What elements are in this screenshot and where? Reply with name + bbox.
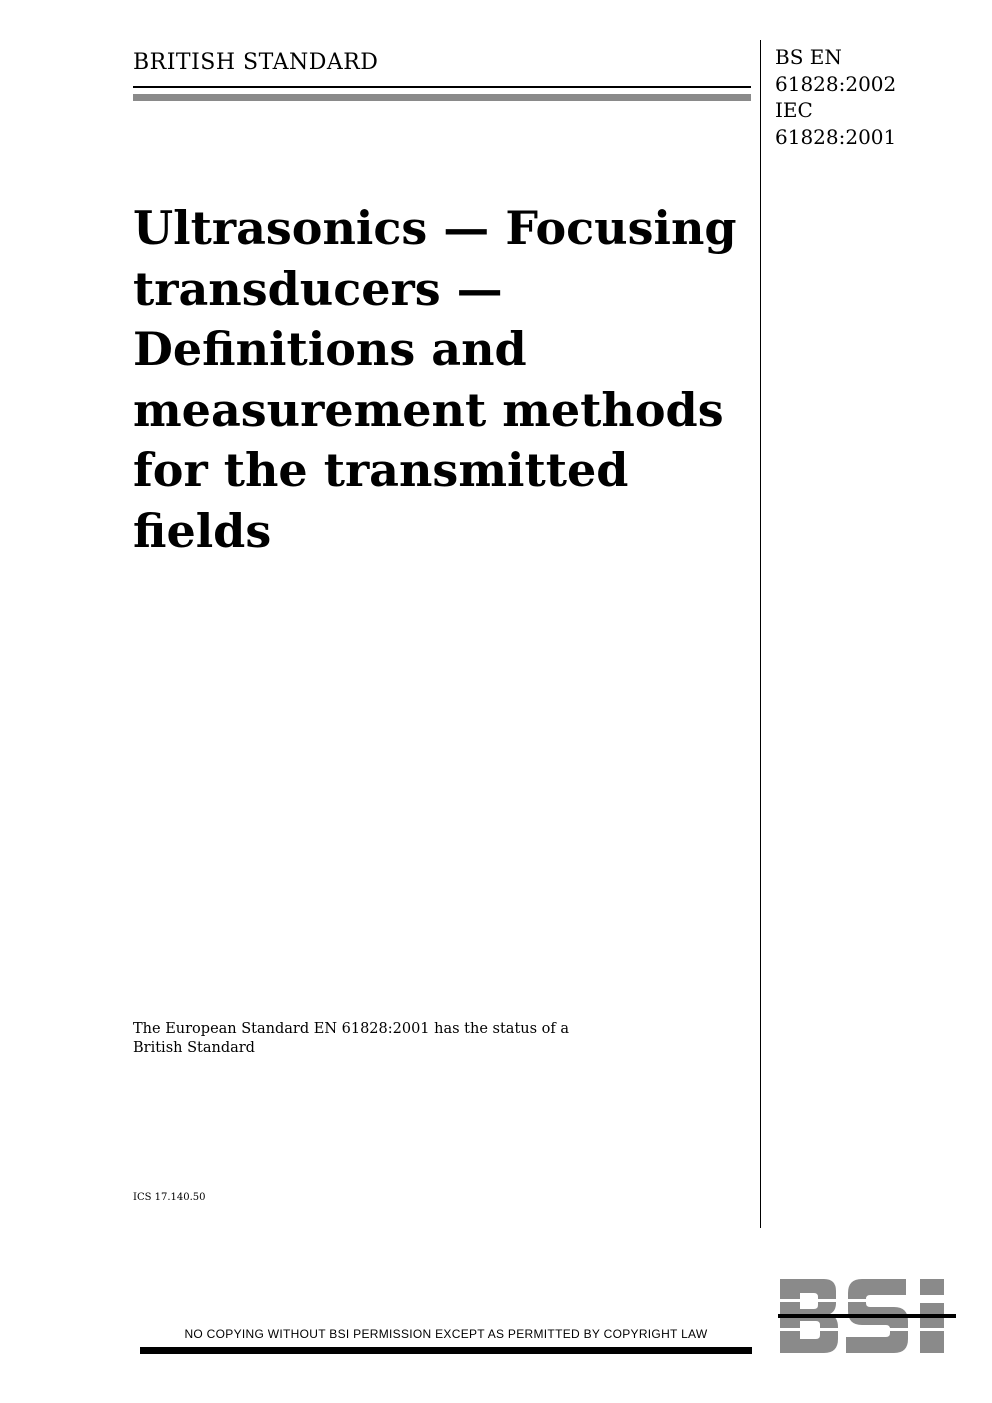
vertical-divider <box>760 40 761 1228</box>
title-line: Ultrasonics — Focusing <box>133 201 737 255</box>
title-line: transducers — <box>133 261 503 316</box>
title-line: for the transmitted <box>133 443 629 497</box>
series-label: BRITISH STANDARD <box>133 50 379 75</box>
doc-number-line: IEC <box>775 98 813 122</box>
footer-rule <box>140 1347 752 1354</box>
status-note <box>133 1020 569 1058</box>
header-rule-thick <box>133 94 751 101</box>
document-title <box>133 198 753 561</box>
doc-number-line: 61828:2001 <box>775 124 897 149</box>
status-note-line: British Standard <box>133 1040 255 1056</box>
title-line: fields <box>133 503 272 558</box>
document-numbers <box>775 44 896 150</box>
bsi-logo-icon <box>778 1275 956 1357</box>
status-note-line: The European Standard EN 61828:2001 has the status of a <box>133 1021 570 1037</box>
title-line: measurement methods <box>133 382 724 437</box>
ics-code: ICS 17.140.50 <box>133 1192 206 1203</box>
title-line: Definitions and <box>133 322 527 376</box>
copyright-notice: NO COPYING WITHOUT BSI PERMISSION EXCEPT AS PERMITTED BY COPYRIGHT LAW <box>184 1327 708 1341</box>
doc-number-line: 61828:2002 <box>775 71 897 96</box>
header-rule-thin <box>133 86 751 88</box>
doc-number-line: BS EN <box>775 45 842 69</box>
